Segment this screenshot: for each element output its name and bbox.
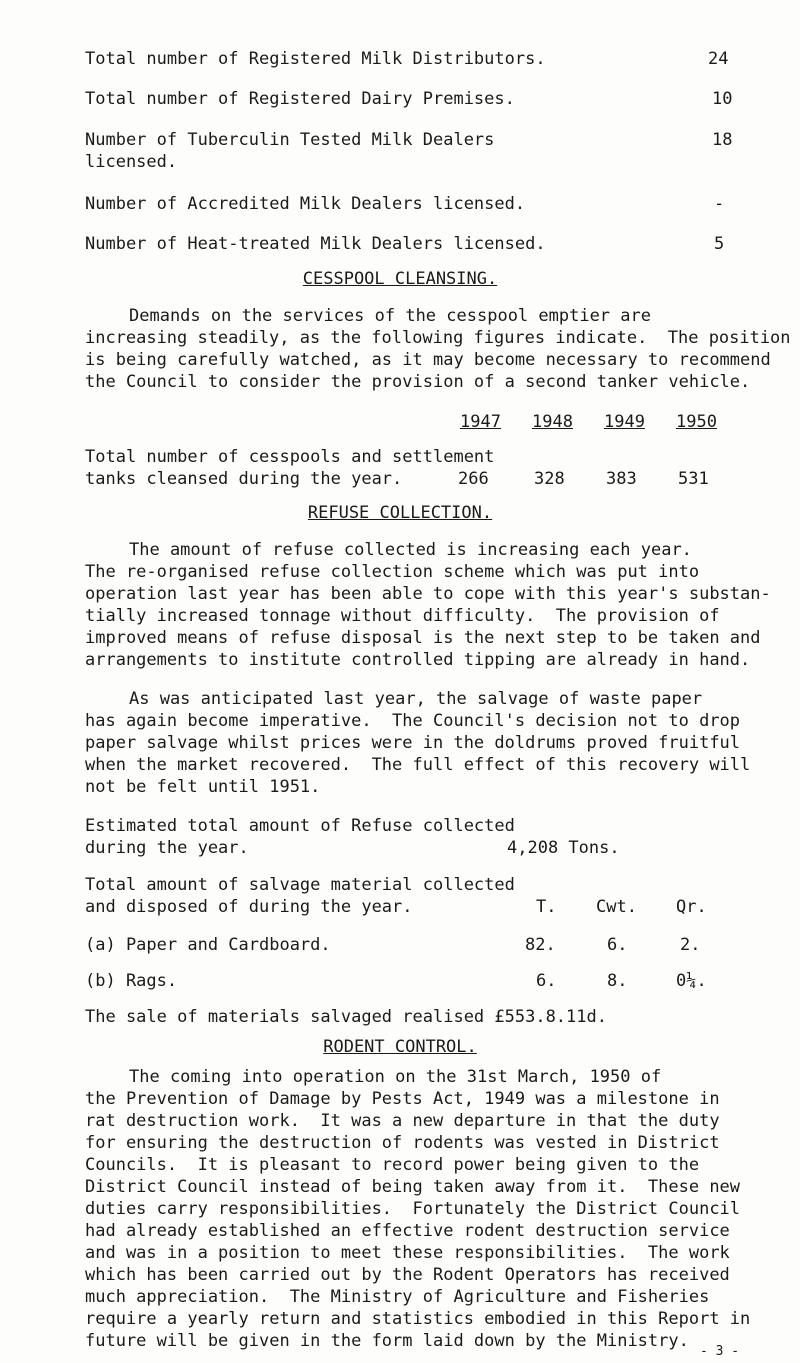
milk-label-3b: licensed. [85,152,178,172]
rodent-line: rat destruction work. It was a new departure in that the duty [85,1111,720,1131]
rodent-heading: RODENT CONTROL. [323,1037,477,1057]
refuse-p1-line: operation last year has been able to cope with this year's substan- [85,584,771,604]
refuse-p1-line: arrangements to institute controlled tipping are already in hand. [85,650,751,670]
milk-value-4: - [714,194,725,214]
rodent-line: had already established an effective rodent destruction service [85,1221,730,1241]
item-rags-cwt: 8. [607,971,628,991]
value-1949: 383 [606,469,637,489]
milk-label-2: Total number of Registered Dairy Premises. [85,89,515,109]
page-number: - 3 - [700,1344,740,1359]
cesspool-para-line-4: the Council to consider the provision of a second tanker vehicle. [85,372,751,392]
refuse-p1-line: The re-organised refuse collection scheme which was put into [85,562,700,582]
cesspool-row-label-2: tanks cleansed during the year. [85,469,403,489]
refuse-p2-line: has again become imperative. The Council's decision not to drop [85,711,741,731]
cesspool-heading: CESSPOOL CLEANSING. [302,269,498,289]
cesspool-para-line-2: increasing steadily, as the following figures indicate. The position [85,328,791,348]
rodent-line: for ensuring the destruction of rodents was vested in District [85,1133,720,1153]
rodent-line: which has been carried out by the Rodent Operators has received [85,1265,730,1285]
milk-label-5: Number of Heat-treated Milk Dealers licensed. [85,234,546,254]
year-1949: 1949 [604,412,645,432]
unit-qr: Qr. [676,897,707,917]
item-rags-t: 6. [536,971,557,991]
milk-label-3: Number of Tuberculin Tested Milk Dealers [85,130,495,150]
milk-value-3: 18 [712,130,733,150]
refuse-p1-line: tially increased tonnage without difficulty. The provision of [85,606,720,626]
rodent-line: and was in a position to meet these responsibilities. The work [85,1243,730,1263]
refuse-p2-line: when the market recovered. The full effect of this recovery will [85,755,751,775]
value-1950: 531 [678,469,709,489]
estimate-label-1: Estimated total amount of Refuse collected [85,816,515,836]
milk-value-5: 5 [714,234,725,254]
milk-label-1: Total number of Registered Milk Distributors. [85,49,546,69]
value-1948: 328 [534,469,565,489]
refuse-p1-line: improved means of refuse disposal is the next step to be taken and [85,628,761,648]
item-paper-qr: 2. [680,935,701,955]
refuse-p2-line: not be felt until 1951. [85,777,321,797]
refuse-p1-line: The amount of refuse collected is increasing each year. [129,540,692,560]
item-paper-label: (a) Paper and Cardboard. [85,935,331,955]
milk-value-1: 24 [708,49,729,69]
value-1947: 266 [458,469,489,489]
rodent-line: District Council instead of being taken away from it. These new [85,1177,741,1197]
item-paper-cwt: 6. [607,935,628,955]
rodent-line: The coming into operation on the 31st March, 1950 of [129,1067,662,1087]
rodent-line: require a yearly return and statistics embodied in this Report in [85,1309,751,1329]
salvage-sale: The sale of materials salvaged realised £553.8.11d. [85,1007,607,1027]
cesspool-row-label-1: Total number of cesspools and settlement [85,447,495,467]
refuse-heading: REFUSE COLLECTION. [307,503,493,523]
refuse-p2-line: As was anticipated last year, the salvage of waste paper [129,689,703,709]
milk-label-4: Number of Accredited Milk Dealers licensed. [85,194,526,214]
cesspool-para-line-1: Demands on the services of the cesspool emptier are [129,306,651,326]
rodent-line: future will be given in the form laid down by the Ministry. [85,1331,689,1351]
milk-value-2: 10 [712,89,733,109]
rodent-line: Councils. It is pleasant to record power being given to the [85,1155,700,1175]
rodent-line: the Prevention of Damage by Pests Act, 1949 was a milestone in [85,1089,720,1109]
refuse-p2-line: paper salvage whilst prices were in the doldrums proved fruitful [85,733,741,753]
unit-cwt: Cwt. [596,897,637,917]
salvage-label-1: Total amount of salvage material collected [85,875,515,895]
item-rags-qr: 0¼. [676,971,707,991]
rodent-line: much appreciation. The Ministry of Agriculture and Fisheries [85,1287,710,1307]
salvage-label-2: and disposed of during the year. [85,897,413,917]
year-1948: 1948 [532,412,573,432]
item-rags-label: (b) Rags. [85,971,178,991]
year-1947: 1947 [460,412,501,432]
item-paper-t: 82. [525,935,556,955]
rodent-line: duties carry responsibilities. Fortunately the District Council [85,1199,741,1219]
unit-tons: T. [536,897,557,917]
estimate-label-2: during the year. [85,838,249,858]
year-1950: 1950 [676,412,717,432]
cesspool-para-line-3: is being carefully watched, as it may become necessary to recommend [85,350,771,370]
estimate-value: 4,208 Tons. [507,838,620,858]
